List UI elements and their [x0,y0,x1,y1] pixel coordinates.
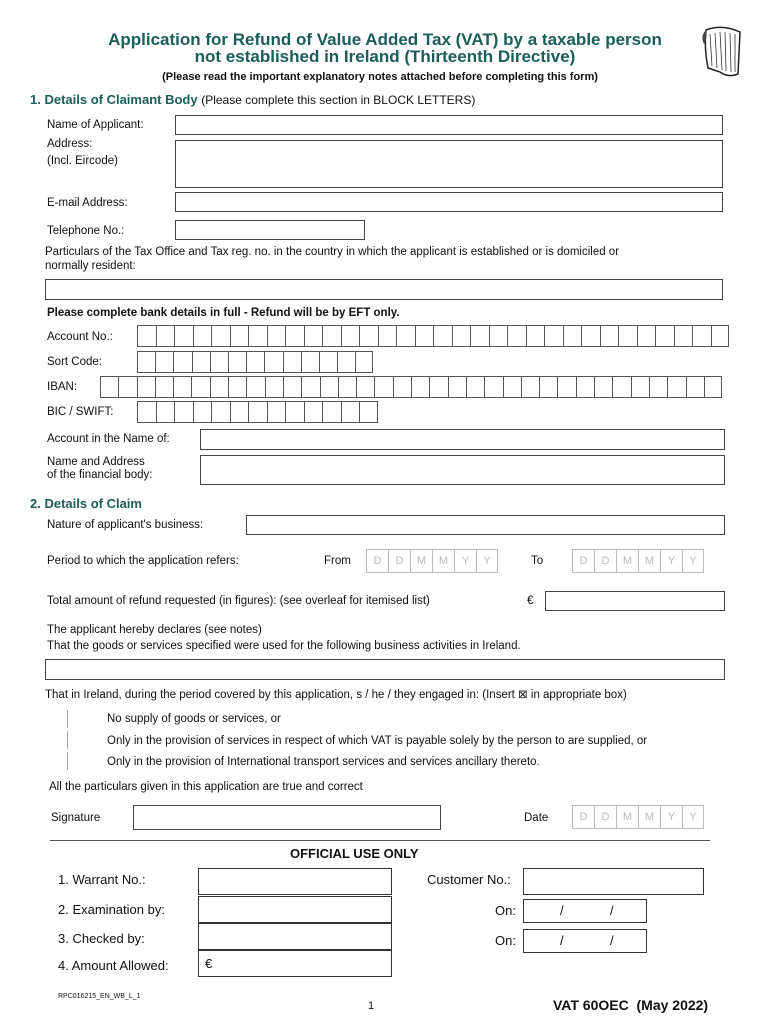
business-input[interactable] [246,515,725,535]
checked-on-label: On: [495,933,516,948]
form-code: VAT 60OEC (May 2022) [553,997,709,1013]
bank-address-label-1: Name and Address [47,456,145,468]
digit-cell[interactable] [581,325,600,347]
sort-code-label: Sort Code: [47,356,102,368]
section2-heading: 2. Details of Claim [30,496,142,511]
digit-cell[interactable] [248,401,267,423]
digit-cell[interactable] [378,325,397,347]
digit-cell[interactable] [563,325,582,347]
signature-input[interactable] [133,805,441,830]
option-label-3: Only in the provision of International transport services and services ancillary thereto. [107,756,540,768]
form-title-line2: not established in Ireland (Thirteenth Directive) [194,47,576,66]
tax-office-input[interactable] [45,279,723,300]
digit-cell[interactable] [193,401,212,423]
date-cell[interactable]: Y [660,549,682,573]
digit-cell[interactable] [507,325,526,347]
digit-cell[interactable] [304,401,323,423]
address-label: Address: [47,138,93,150]
date-cell[interactable]: M [638,549,660,573]
eircode-label: (Incl. Eircode) [47,155,118,167]
email-label: E-mail Address: [47,197,128,209]
digit-cell[interactable] [618,325,637,347]
digit-cell[interactable] [631,376,649,398]
official-divider [50,840,710,841]
digit-cell[interactable] [470,325,489,347]
date-cell[interactable]: M [638,805,660,829]
harp-logo-icon [698,24,746,80]
customer-label: Customer No.: [427,872,511,887]
name-label: Name of Applicant: [47,119,144,131]
digit-cell[interactable] [230,401,249,423]
date-cell[interactable]: Y [682,549,704,573]
customer-input[interactable] [523,868,704,895]
digit-cell[interactable] [711,325,730,347]
digit-cell[interactable] [359,401,378,423]
iban-cells[interactable] [100,376,722,398]
digit-cell[interactable] [521,376,539,398]
digit-cell[interactable] [704,376,722,398]
digit-cell[interactable] [174,401,193,423]
examination-input[interactable] [198,896,392,923]
digit-cell[interactable] [393,376,411,398]
date-cell[interactable]: D [572,805,594,829]
digit-cell[interactable] [173,376,191,398]
warrant-label: 1. Warrant No.: [58,872,146,887]
digit-cell[interactable] [355,351,373,373]
digit-cell[interactable] [594,376,612,398]
digit-cell[interactable] [544,325,563,347]
business-activities-input[interactable] [45,659,725,680]
true-correct-line: All the particulars given in this application are true and correct [49,781,363,793]
checked-label: 3. Checked by: [58,931,145,946]
digit-cell[interactable] [137,351,155,373]
digit-cell[interactable] [230,325,249,347]
digit-cell[interactable] [174,325,193,347]
digit-cell[interactable] [337,351,355,373]
digit-cell[interactable] [304,325,323,347]
digit-cell[interactable] [600,325,619,347]
option-label-1: No supply of goods or services, or [107,713,281,725]
digit-cell[interactable] [211,325,230,347]
digit-cell[interactable] [210,351,228,373]
digit-cell[interactable] [100,376,118,398]
digit-cell[interactable] [137,376,155,398]
from-date-cells[interactable] [366,549,498,573]
digit-cell[interactable] [322,401,341,423]
digit-cell[interactable] [667,376,685,398]
option-checkbox-1[interactable] [67,710,76,728]
digit-cell[interactable] [155,351,173,373]
account-name-label: Account in the Name of: [47,433,170,445]
bic-cells[interactable] [137,401,378,423]
digit-cell[interactable] [283,376,301,398]
account-label: Account No.: [47,331,113,343]
digit-cell[interactable] [489,325,508,347]
email-input[interactable] [175,192,723,212]
digit-cell[interactable] [576,376,594,398]
from-label: From [324,555,351,567]
digit-cell[interactable] [338,376,356,398]
digit-cell[interactable] [246,351,264,373]
digit-cell[interactable] [374,376,392,398]
digit-cell[interactable] [301,376,319,398]
digit-cell[interactable] [452,325,471,347]
digit-cell[interactable] [319,351,337,373]
digit-cell[interactable] [526,325,545,347]
date-cell[interactable]: M [410,549,432,573]
date-cell[interactable]: M [432,549,454,573]
digit-cell[interactable] [301,351,319,373]
sort-code-cells[interactable] [137,351,373,373]
option-label-2: Only in the provision of services in respect of which VAT is payable solely by the person to are supplied, or [107,735,648,747]
official-heading: OFFICIAL USE ONLY [290,846,419,861]
option-checkbox-2[interactable] [67,731,76,749]
warrant-input[interactable] [198,868,392,895]
checked-input[interactable] [198,923,392,950]
digit-cell[interactable] [228,351,246,373]
total-amount-input[interactable] [545,591,725,611]
exam-on-label: On: [495,903,516,918]
tax-office-label: Particulars of the Tax Office and Tax reg. no. in the country in which the applicant is established or is domiciled or [45,246,620,258]
digit-cell[interactable] [173,351,191,373]
declares-line-1: The applicant hereby declares (see notes) [47,624,262,636]
page-number: 1 [368,1000,375,1012]
phone-input[interactable] [175,220,365,240]
date-cell[interactable]: Y [454,549,476,573]
euro-symbol: € [527,595,534,607]
form-note: (Please read the important explanatory notes attached before completing this form) [162,71,598,83]
date-cell[interactable]: M [616,549,638,573]
digit-cell[interactable] [267,401,286,423]
digit-cell[interactable] [320,376,338,398]
date-cell[interactable]: M [616,805,638,829]
tax-office-label-2: normally resident: [45,260,136,272]
digit-cell[interactable] [674,325,693,347]
form-title-line1: Application for Refund of Value Added Tax (VAT) by a taxable person [108,30,662,49]
digit-cell[interactable] [539,376,557,398]
date-cell[interactable]: D [594,549,616,573]
exam-date-input[interactable]: / / [523,899,647,923]
date-cell[interactable]: Y [682,805,704,829]
digit-cell[interactable] [557,376,575,398]
to-label: To [531,555,544,567]
digit-cell[interactable] [649,376,667,398]
digit-cell[interactable] [359,325,378,347]
digit-cell[interactable] [341,325,360,347]
digit-cell[interactable] [191,376,209,398]
digit-cell[interactable] [686,376,704,398]
digit-cell[interactable] [655,325,674,347]
digit-cell[interactable] [433,325,452,347]
ireland-line: That in Ireland, during the period covered by this application, s / he / they engaged in: (Insert ⊠ in appropriate box) [45,689,627,701]
date-cell[interactable]: D [388,549,410,573]
examination-label: 2. Examination by: [58,902,165,917]
digit-cell[interactable] [612,376,630,398]
digit-cell[interactable] [411,376,429,398]
digit-cell[interactable] [137,325,156,347]
digit-cell[interactable] [637,325,656,347]
digit-cell[interactable] [396,325,415,347]
bank-heading: Please complete bank details in full - Refund will be by EFT only. [47,307,400,319]
digit-cell[interactable] [155,376,173,398]
bank-address-input[interactable] [200,455,725,485]
digit-cell[interactable] [246,376,264,398]
digit-cell[interactable] [228,376,246,398]
total-label: Total amount of refund requested (in figures): (see overleaf for itemised list) [47,595,430,607]
signature-label: Signature [51,812,101,824]
digit-cell[interactable] [156,401,175,423]
digit-cell[interactable] [248,325,267,347]
digit-cell[interactable] [211,401,230,423]
digit-cell[interactable] [264,351,282,373]
account-number-cells[interactable] [137,325,729,347]
digit-cell[interactable] [285,401,304,423]
date-label: Date [524,812,549,824]
digit-cell[interactable] [356,376,374,398]
period-label: Period to which the application refers: [47,555,239,567]
digit-cell[interactable] [322,325,341,347]
digit-cell[interactable] [503,376,521,398]
digit-cell[interactable] [137,401,156,423]
date-cell[interactable]: D [366,549,388,573]
digit-cell[interactable] [267,325,286,347]
amount-label: 4. Amount Allowed: [58,958,169,973]
to-date-cells[interactable] [572,549,704,573]
digit-cell[interactable] [341,401,360,423]
digit-cell[interactable] [265,376,283,398]
digit-cell[interactable] [429,376,447,398]
digit-cell[interactable] [210,376,228,398]
iban-label: IBAN: [47,381,78,393]
digit-cell[interactable] [484,376,502,398]
amount-input[interactable]: € [198,950,392,977]
section1-heading: 1. Details of Claimant Body (Please complete this section in BLOCK LETTERS) [30,92,476,107]
digit-cell[interactable] [192,351,210,373]
option-checkbox-3[interactable] [67,752,76,770]
checked-date-input[interactable]: / / [523,929,647,953]
digit-cell[interactable] [466,376,484,398]
signature-date-cells[interactable] [572,805,704,829]
digit-cell[interactable] [285,325,304,347]
digit-cell[interactable] [448,376,466,398]
digit-cell[interactable] [415,325,434,347]
bic-label: BIC / SWIFT: [47,406,114,418]
declares-line-2: That the goods or services specified were used for the following business activities in Ireland. [47,640,521,652]
name-input[interactable] [175,115,723,135]
digit-cell[interactable] [283,351,301,373]
bank-address-label-2: of the financial body: [47,469,153,481]
date-cell[interactable]: Y [476,549,498,573]
digit-cell[interactable] [692,325,711,347]
business-label: Nature of applicant's business: [47,519,204,531]
date-cell[interactable]: D [572,549,594,573]
digit-cell[interactable] [118,376,136,398]
address-input[interactable] [175,140,723,188]
date-cell[interactable]: D [594,805,616,829]
digit-cell[interactable] [193,325,212,347]
date-cell[interactable]: Y [660,805,682,829]
account-name-input[interactable] [200,429,725,450]
digit-cell[interactable] [156,325,175,347]
phone-label: Telephone No.: [47,225,125,237]
footer-code: RPC016215_EN_WB_L_1 [58,993,141,1000]
